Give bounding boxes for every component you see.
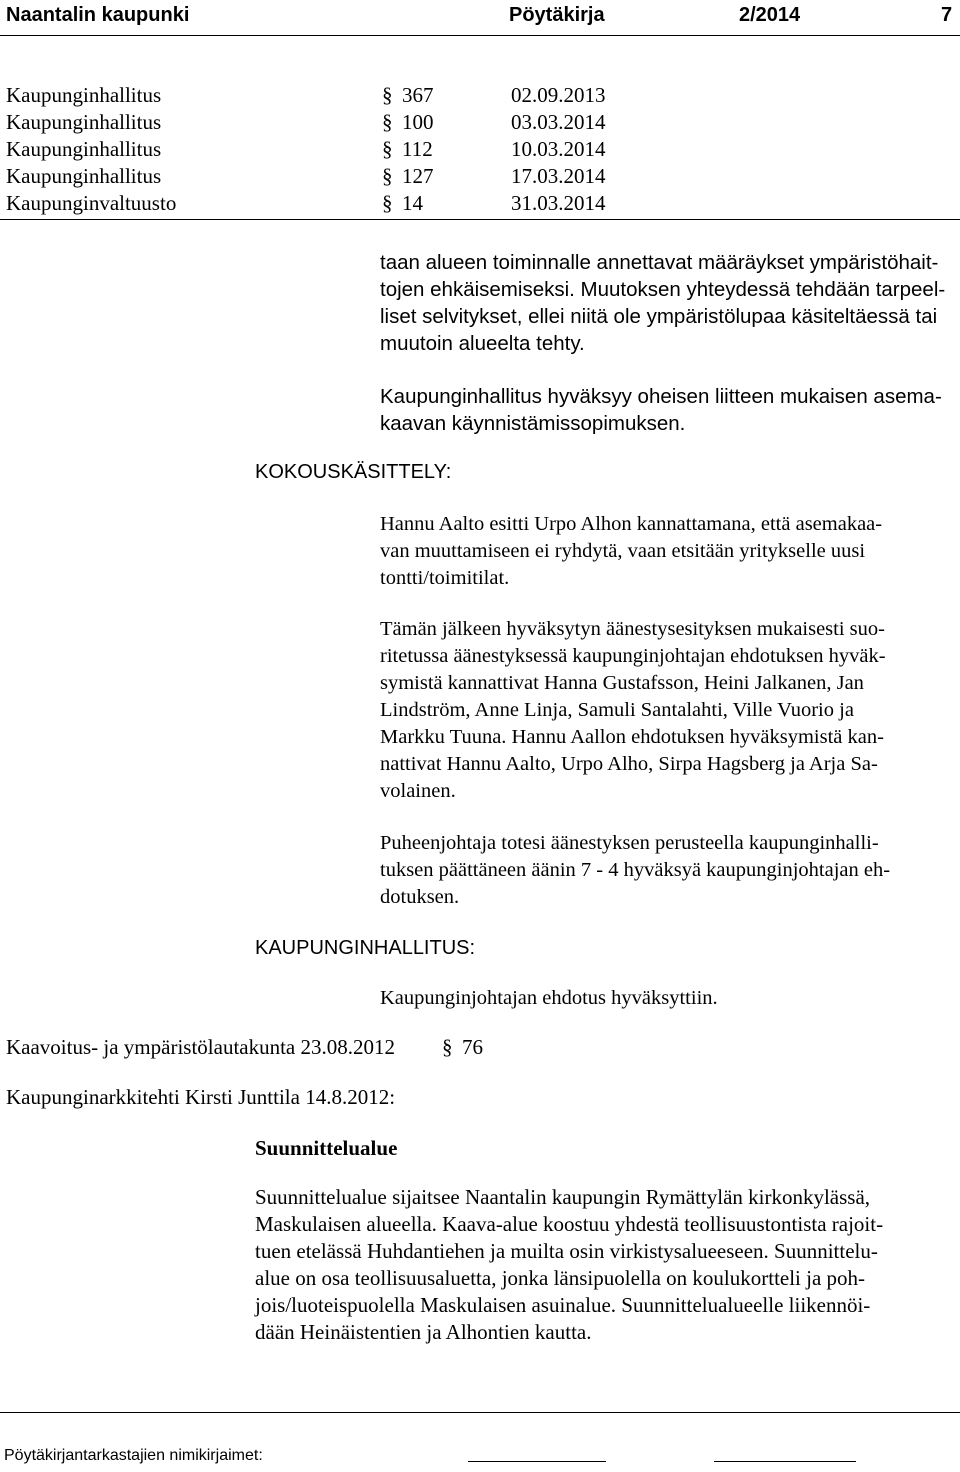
reference-body: Kaupunginvaltuusto [6,191,177,215]
text-line: Hannu Aalto esitti Urpo Alhon kannattamana, että asemakaa- [380,513,883,535]
planning-committee-line [6,1034,546,1061]
counter-proposal-paragraph [380,511,960,592]
page-number: 7 [941,4,953,26]
city-architect-line: Kaupunginarkkitehti Kirsti Junttila 14.8.2012: [6,1085,396,1109]
reference-date: 10.03.2014 [511,137,606,161]
reference-divider [0,219,960,220]
city-board-decision [380,985,960,1012]
text-line: dään Heinäistentien ja Alhontien kautta. [255,1320,592,1344]
intro-paragraph [380,249,960,357]
planning-committee-text: Kaavoitus- ja ympäristölautakunta 23.08.2012 [6,1035,396,1059]
reference-body: Kaupunginhallitus [6,83,162,107]
section-sign: § [382,191,393,215]
text-line: nattivat Hannu Aalto, Urpo Alho, Sirpa Hagsberg ja Arja Sa- [380,753,878,775]
text-line: symistä kannattivat Hanna Gustafsson, Heini Jalkanen, Jan [380,672,864,694]
text-line: liset selvitykset, ellei niitä ole ympäristölupaa käsiteltäessä tai [380,305,938,328]
document-number: 2/2014 [739,4,801,26]
reference-number: 367 [402,83,434,107]
text-line: tontti/toimitilat. [380,567,510,589]
text-line: taan alueen toiminnalle annettavat määräykset ympäristöhait- [380,251,939,274]
text-line: Maskulaisen alueella. Kaava-alue koostuu yhdestä teollisuustontista rajoit- [255,1212,884,1236]
vote-paragraph [380,616,960,805]
reference-date: 02.09.2013 [511,83,606,107]
initials-line [468,1461,606,1462]
text-line: Lindström, Anne Linja, Samuli Santalahti, Ville Vuorio ja [380,699,854,721]
text-line: Suunnittelualue sijaitsee Naantalin kaupungin Rymättylän kirkonkylässä, [255,1185,871,1209]
section-sign: § [442,1035,453,1059]
text-line: Kaupunginhallitus hyväksyy oheisen liitteen mukaisen asema- [380,385,942,408]
section-sign: § [382,164,393,188]
reference-date: 31.03.2014 [511,191,606,215]
reference-number: 100 [402,110,434,134]
text-line: Markku Tuuna. Hannu Aallon ehdotuksen hyväksymistä kan- [380,726,884,748]
meeting-handling-label: KOKOUSKÄSITTELY: [255,461,452,483]
reference-number: 14 [402,191,423,215]
text-line: alue on osa teollisuusaluetta, jonka länsipuolella on koulukortteli ja poh- [255,1266,866,1290]
text-line: tojen ehkäisemiseksi. Muutoksen yhteydessä tehdään tarpeel- [380,278,946,301]
proposal-paragraph [380,383,960,437]
footer-initials-label: Pöytäkirjantarkastajien nimikirjaimet: [4,1447,263,1464]
city-name: Naantalin kaupunki [6,4,190,26]
text-line: muutoin alueelta tehty. [380,332,585,355]
footer-divider [0,1412,960,1413]
text-line: Tämän jälkeen hyväksytyn äänestysesityksen mukaisesti suo- [380,618,885,640]
section-sign: § [382,137,393,161]
text-line: tuksen päättäneen äänin 7 - 4 hyväksyä kaupunginjohtajan eh- [380,859,891,881]
text-line: Puheenjohtaja totesi äänestyksen perusteella kaupunginhalli- [380,832,879,854]
text-line: ritetussa äänestyksessä kaupunginjohtajan ehdotuksen hyväk- [380,645,886,667]
chair-conclusion-paragraph [380,830,960,911]
reference-date: 03.03.2014 [511,110,606,134]
planning-area-paragraph [255,1184,960,1346]
section-number: 76 [462,1035,483,1059]
text-line: volainen. [380,780,456,802]
text-line: van muuttamiseen ei ryhdytä, vaan etsitään yritykselle uusi [380,540,866,562]
reference-number: 127 [402,164,434,188]
text-line: tuen etelässä Huhdantiehen ja muilta osin virkistysalueeseen. Suunnittelu- [255,1239,878,1263]
text-line: dotuksen. [380,886,460,908]
city-board-label: KAUPUNGINHALLITUS: [255,937,476,959]
document-type: Pöytäkirja [509,4,605,26]
planning-area-heading: Suunnittelualue [255,1136,398,1160]
reference-body: Kaupunginhallitus [6,110,162,134]
initials-line [714,1461,856,1462]
text-line: Kaupunginjohtajan ehdotus hyväksyttiin. [380,987,718,1009]
section-sign: § [382,110,393,134]
reference-date: 17.03.2014 [511,164,606,188]
reference-body: Kaupunginhallitus [6,164,162,188]
section-sign: § [382,83,393,107]
text-line: jois/luoteispuolella Maskulaisen asuinalue. Suunnittelualueelle liikennöi- [255,1293,871,1317]
reference-body: Kaupunginhallitus [6,137,162,161]
reference-number: 112 [402,137,433,161]
text-line: kaavan käynnistämissopimuksen. [380,412,686,435]
header-divider [0,35,960,36]
